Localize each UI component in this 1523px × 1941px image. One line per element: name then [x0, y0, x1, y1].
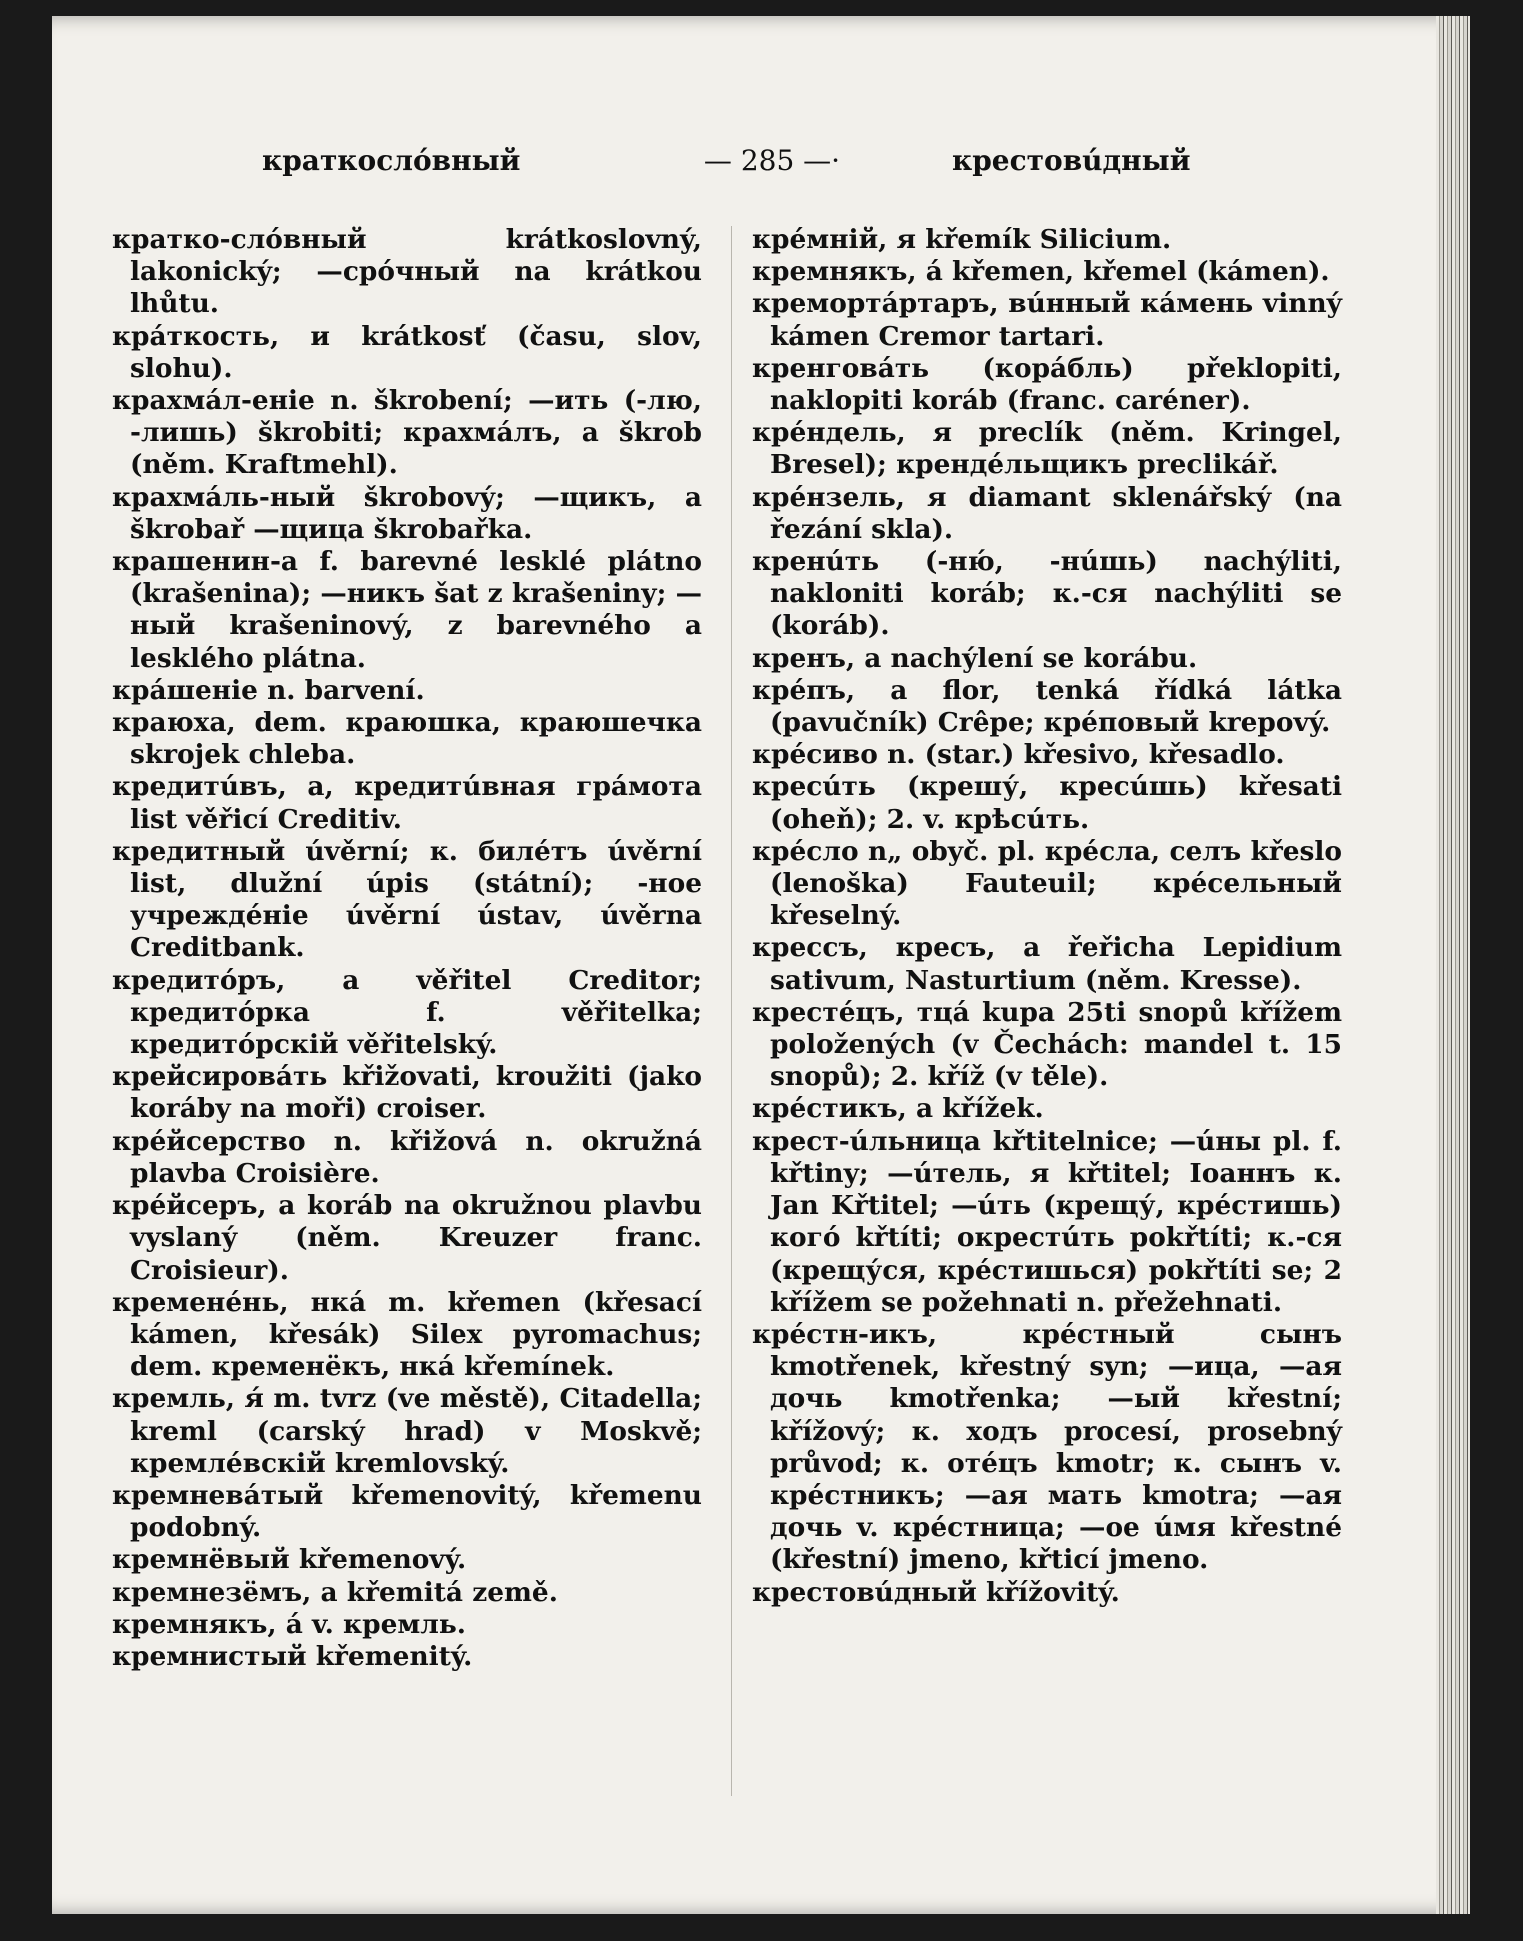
- dictionary-entry: кренговáть (корáбль) překlopiti, naklopiti koráb (franc. caréner).: [752, 352, 1342, 417]
- dictionary-entry: крéндель, я preclík (něm. Kringel, Bresel); крендéльщикъ preclikář.: [752, 417, 1342, 481]
- dictionary-entry: кремневáтый křemenovitý, křemenu podobný.: [112, 1479, 702, 1544]
- dictionary-entry: крестовúдный křížovitý.: [752, 1576, 1120, 1608]
- dictionary-page: [52, 16, 1470, 1914]
- dictionary-entry: кредитúвъ, а, кредитúвная грáмота list věřicí Creditiv.: [112, 771, 702, 835]
- dictionary-entry: кремнякъ, á křemen, křemel (kámen).: [752, 256, 1330, 288]
- dictionary-entry: кренъ, а nachýlení se korábu.: [752, 642, 1198, 674]
- dictionary-entry: кременéнь, нкá m. křemen (křesací kámen, křesák) Silex pyromachus; dem. кременёкъ, нкá křemínek.: [112, 1286, 702, 1383]
- dictionary-entry: кремль, я́ m. tvrz (ve městě), Citadella; kreml (carský hrad) v Moskvě; кремлéвскій kremlovský.: [112, 1383, 702, 1479]
- dictionary-entry: крестéцъ, тцá kupa 25ti snopů křížem položených (v Čechách: mandel t. 15 snopů); 2. kříž (v těle).: [752, 996, 1342, 1093]
- page-number: — 285 —·: [703, 144, 841, 177]
- dictionary-entry: крáшеніе n. barvení.: [112, 674, 425, 706]
- dictionary-entry: крéмній, я křemík Silicium.: [752, 224, 1172, 255]
- dictionary-entry: крейсировáть křižovati, kroužiti (jako koráby na moři) croiser.: [112, 1061, 702, 1125]
- left-column: [112, 224, 702, 1673]
- dictionary-entry: крéстикъ, а křížek.: [752, 1093, 1044, 1125]
- dictionary-entry: кремнякъ, á v. кремль.: [112, 1608, 466, 1640]
- dictionary-entry: крéсиво n. (star.) křesivo, křesadlo.: [752, 739, 1285, 771]
- running-header: [52, 144, 1470, 184]
- dictionary-entry: крéсло n„ obyč. pl. крéсла, селъ křeslo (lenoška) Fauteuil; крéсельный křeselný.: [752, 835, 1342, 932]
- dictionary-entry: крéпъ, a flor, tenká řídká látka (pavučník) Crêpe; крéповый krepový.: [752, 674, 1342, 739]
- dictionary-entry: крéйсеръ, a koráb na okružnou plavbu vyslaný (něm. Kreuzer franc. Croisieur).: [112, 1190, 702, 1286]
- dictionary-entry: крéстн-икъ, крéстный сынъ kmotřenek, křestný syn; —ица, —ая дочь kmotřenka; —ый křestní; křížový; к. ходъ procesí, prosebný průvod; к. отéцъ kmotr; к. сынъ v. крéстникъ; —ая мать kmotra; —ая дочь v. крéстница; —ое úмя křestné (křestní) jmeno, křticí jmeno.: [752, 1318, 1342, 1576]
- right-column: [752, 224, 1342, 1609]
- dictionary-entry: кратко-слóвный krátkoslovný, lakonický; —срóчный na krátkou lhůtu.: [112, 224, 702, 320]
- dictionary-entry: крáткость, и krátkosť (času, slov, slohu).: [112, 320, 702, 384]
- header-right-guideword: крестовúдный: [952, 144, 1191, 177]
- dictionary-entry: кресúть (крешу́, кресúшь) křesati (oheň); 2. v. крѣсúть.: [752, 771, 1342, 835]
- header-left-guideword: краткослóвный: [262, 144, 521, 177]
- dictionary-entry: кренúть (-ню́, -нúшь) nachýliti, nakloniti koráb; к.-ся nachýliti se (koráb).: [752, 546, 1342, 642]
- dictionary-entry: крахмáл-еніе n. škrobení; —ить (-лю, -лишь) škrobiti; крахмáлъ, a škrob (něm. Kraftmehl).: [112, 385, 702, 481]
- dictionary-entry: кредитóръ, a věřitel Creditor; кредитóрка f. věřitelka; кредитóрскій věřitelský.: [112, 964, 702, 1061]
- dictionary-entry: кремнёвый křemenový.: [112, 1544, 467, 1576]
- dictionary-entry: крéнзель, я diamant sklenářský (na řezání skla).: [752, 481, 1342, 545]
- dictionary-entry: крессъ, кресъ, a řeřicha Lepidium sativum, Nasturtium (něm. Kresse).: [752, 932, 1342, 996]
- dictionary-entry: крест-úльница křtitelnice; —úны pl. f. křtiny; —úтель, я křtitel; Іоаннъ к. Jan Křtitel; —úть (крещу́, крéстишь) когó křtíti; окрестúть pokřtíti; к.-ся (крещу́ся, крéстишься) pokřtíti se; 2 křížem se požehnati n. přežehnati.: [752, 1125, 1342, 1318]
- dictionary-entry: краюха, dem. краюшка, краюшечка skrojek chleba.: [112, 707, 702, 771]
- dictionary-entry: крашенин-а f. barevné lesklé plátno (krašenina); —никъ šat z krašeniny; —ный krašeninový, z barevného a lesklého plátna.: [112, 546, 702, 674]
- column-divider: [731, 226, 732, 1796]
- dictionary-entry: крахмáль-ный škrobový; —щикъ, a škrobař —щица škrobařka.: [112, 481, 702, 545]
- dictionary-entry: крéйсерство n. křižová n. okružná plavba Croisière.: [112, 1125, 702, 1189]
- dictionary-entry: кремнистый křemenitý.: [112, 1640, 473, 1672]
- dictionary-entry: кремнезёмъ, a křemitá země.: [112, 1576, 558, 1608]
- dictionary-entry: кремортáртаръ, вúнный кáмень vinný kámen Cremor tartari.: [752, 288, 1342, 352]
- dictionary-entry: кредитный úvěrní; к. билéтъ úvěrní list, dlužní úpis (státní); -ное учреждéніе úvěrní ústav, úvěrna Creditbank.: [112, 835, 702, 964]
- page-edge: [1436, 16, 1470, 1914]
